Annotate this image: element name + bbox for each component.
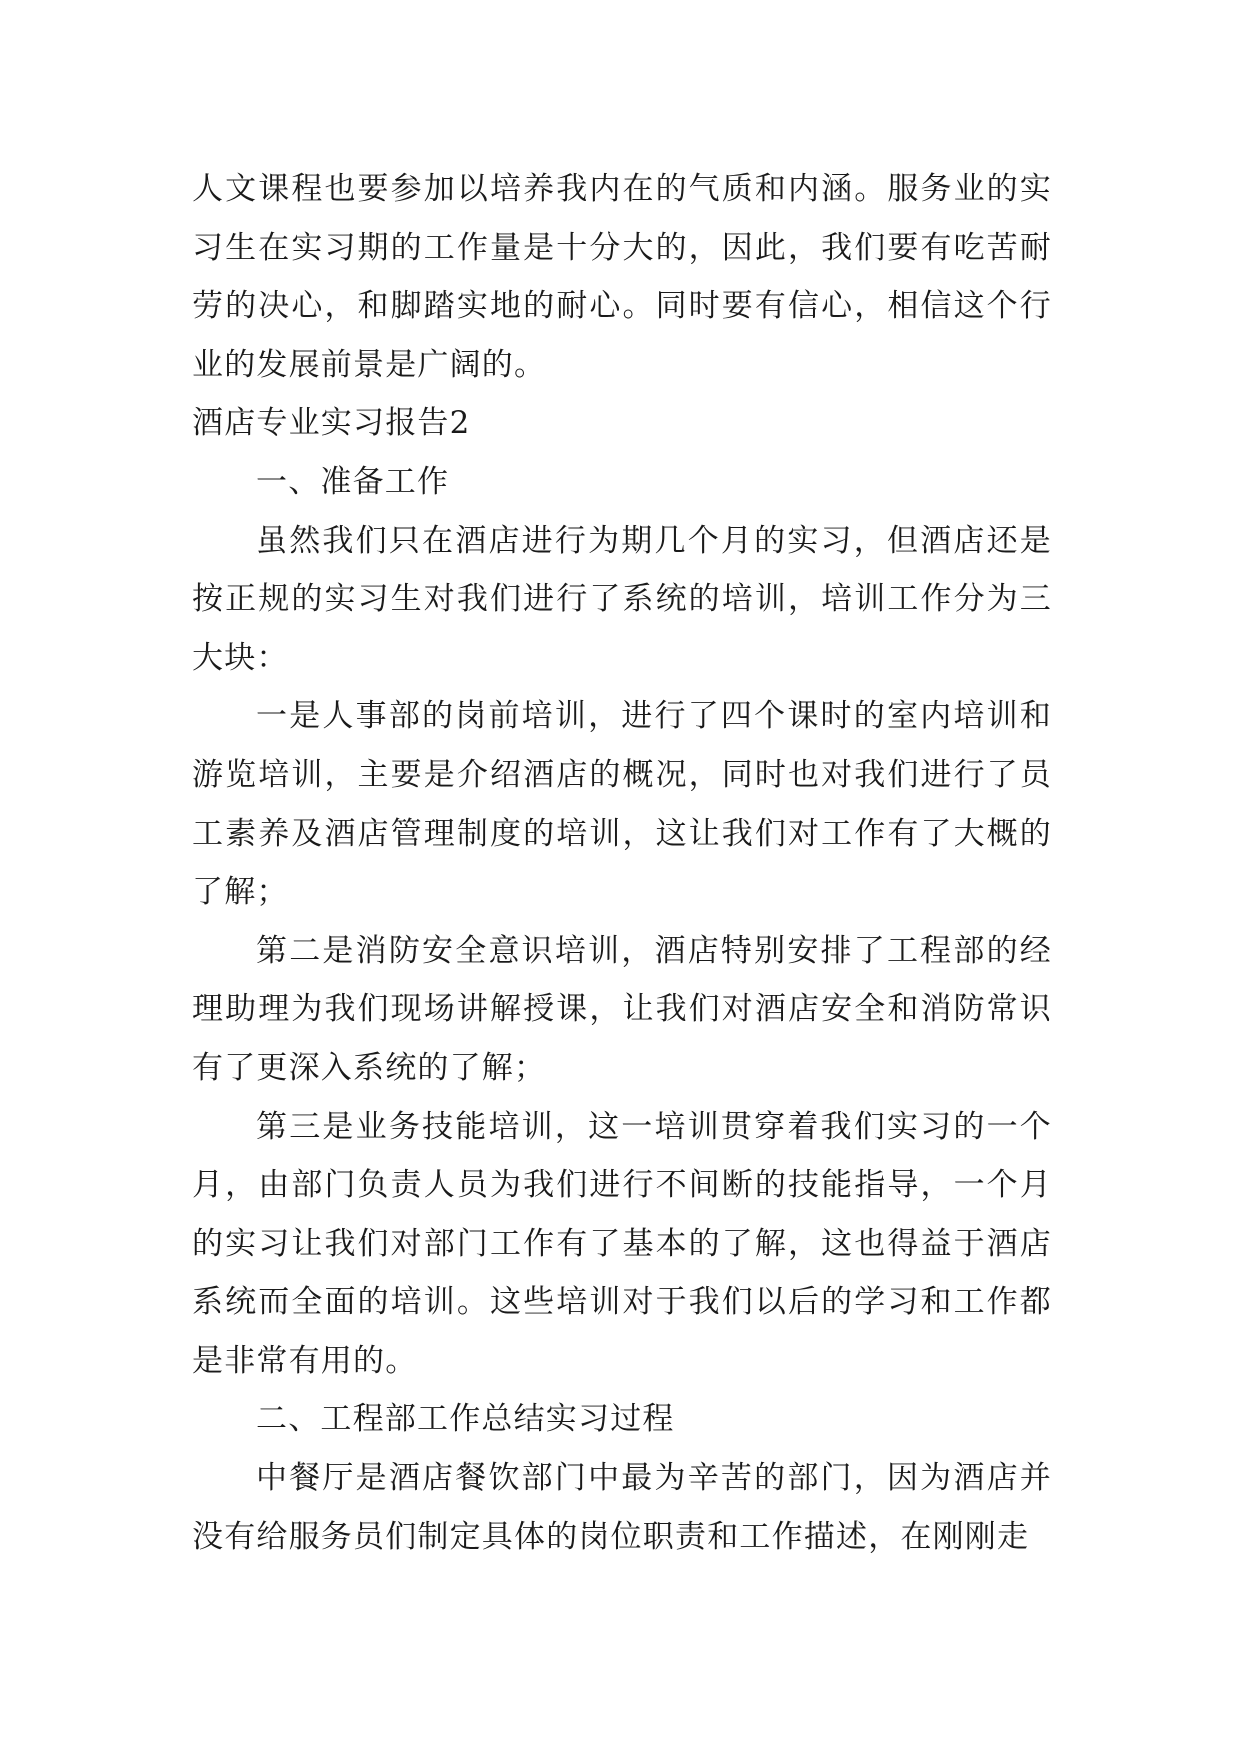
body-paragraph-5: 第三是业务技能培训，这一培训贯穿着我们实习的一个月，由部门负责人员为我们进行不间断的技能指导，一个月的实习让我们对部门工作有了基本的了解，这也得益于酒店系统而全面的培训。这些培训对于我们以后的学习和工作都是非常有用的。 [192, 1108, 1052, 1379]
body-paragraph-4: 第二是消防安全意识培训，酒店特别安排了工程部的经理助理为我们现场讲解授课，让我们对酒店安全和消防常识有了更深入系统的了解； [192, 932, 1052, 1086]
body-paragraph-2: 虽然我们只在酒店进行为期几个月的实习，但酒店还是按正规的实习生对我们进行了系统的培训，培训工作分为三大块： [192, 522, 1052, 676]
report-title: 酒店专业实习报告2 [192, 405, 471, 442]
body-paragraph-6: 中餐厅是酒店餐饮部门中最为辛苦的部门，因为酒店并没有给服务员们制定具体的岗位职责和工作描述，在刚刚走 [192, 1460, 1052, 1555]
section-heading-2: 二、工程部工作总结实习过程 [256, 1401, 675, 1438]
section-heading-1: 一、准备工作 [256, 463, 450, 500]
body-paragraph-1: 人文课程也要参加以培养我内在的气质和内涵。服务业的实习生在实习期的工作量是十分大的，因此，我们要有吃苦耐劳的决心，和脚踏实地的耐心。同时要有信心，相信这个行业的发展前景是广阔的。 [192, 171, 1052, 383]
body-paragraph-3: 一是人事部的岗前培训，进行了四个课时的室内培训和游览培训，主要是介绍酒店的概况，同时也对我们进行了员工素养及酒店管理制度的培训，这让我们对工作有了大概的了解； [192, 698, 1052, 911]
document-page [192, 160, 1052, 1566]
